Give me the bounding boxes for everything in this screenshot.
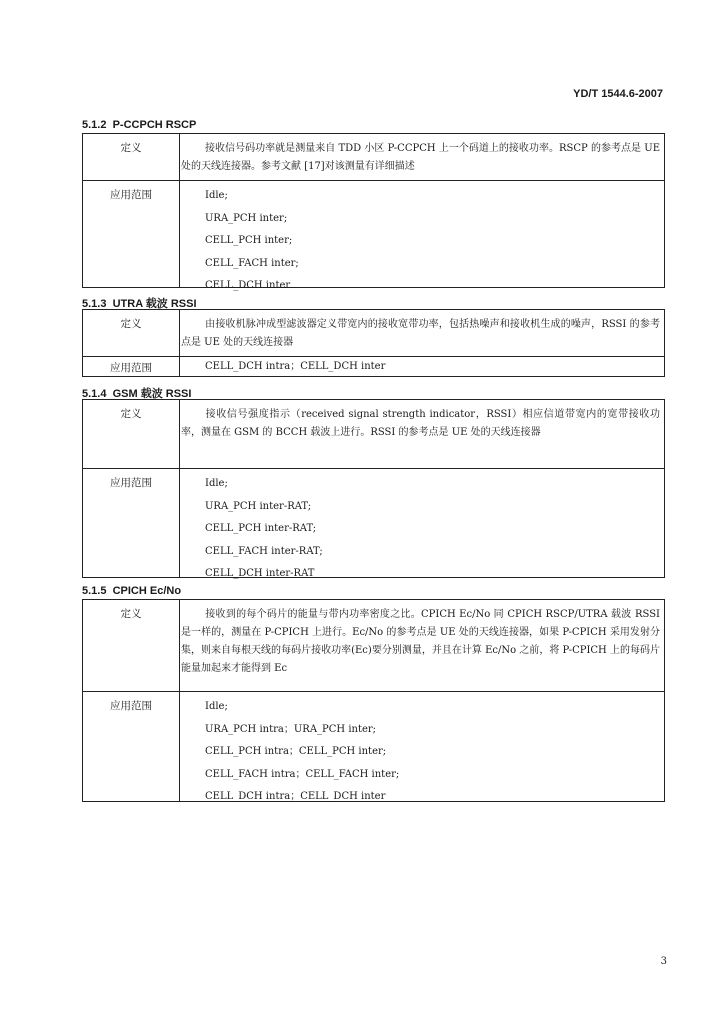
section-title-5-1-5 xyxy=(82,585,181,597)
definition-label: 定义 xyxy=(120,408,142,420)
scope-item: URA_PCH inter-RAT; xyxy=(205,500,312,512)
scope-row xyxy=(83,469,664,578)
table-5-1-2 xyxy=(82,133,665,291)
scope-item: CELL_DCH inter-RAT xyxy=(205,568,315,579)
scope-item: CELL_PCH intra；CELL_PCH inter; xyxy=(205,746,387,757)
scope-label: 应用范围 xyxy=(110,189,152,201)
scope-row xyxy=(83,181,664,291)
page-number: 3 xyxy=(660,956,667,967)
section-number: 5.1.5 xyxy=(82,585,107,597)
scope-item: URA_PCH inter; xyxy=(205,212,288,224)
section-title: GSM 载波 RSSI xyxy=(112,388,192,400)
table-5-1-4 xyxy=(82,399,665,578)
definition-text: 由接收机脉冲成型滤波器定义带宽内的接收宽带功率，包括热噪声和接收机生成的噪声，RSSI 的参考点是 UE 处的天线连接器 xyxy=(181,319,660,348)
section-title: CPICH Ec/No xyxy=(112,585,182,597)
scope-item: CELL_FACH inter-RAT; xyxy=(205,545,323,557)
scope-label: 应用范围 xyxy=(110,477,152,489)
definition-row xyxy=(83,134,664,181)
scope-item: URA_PCH intra；URA_PCH inter; xyxy=(205,723,377,735)
table-5-1-3 xyxy=(82,309,665,377)
doc-code: YD/T 1544.6-2007 xyxy=(573,88,663,100)
section-title: UTRA 载波 RSSI xyxy=(112,298,197,310)
table-5-1-5 xyxy=(82,599,665,802)
section-number: 5.1.2 xyxy=(82,119,107,131)
scope-list xyxy=(205,473,323,586)
scope-list xyxy=(205,696,399,809)
definition-row xyxy=(83,600,664,692)
definition-label: 定义 xyxy=(120,142,142,154)
scope-item: CELL_PCH inter; xyxy=(205,235,293,246)
section-number: 5.1.3 xyxy=(82,298,107,310)
definition-row xyxy=(83,400,664,469)
section-number: 5.1.4 xyxy=(82,388,107,400)
scope-label: 应用范围 xyxy=(110,362,152,374)
scope-item: Idle; xyxy=(205,190,228,201)
definition-row xyxy=(83,310,664,357)
scope-label: 应用范围 xyxy=(110,700,152,712)
scope-item: Idle; xyxy=(205,478,228,489)
scope-list xyxy=(205,185,299,298)
scope-item: CELL_DCH intra；CELL_DCH inter xyxy=(205,361,386,372)
scope-item: CELL_PCH inter-RAT; xyxy=(205,523,317,534)
definition-label: 定义 xyxy=(120,318,142,330)
scope-row xyxy=(83,692,664,802)
definition-text: 接收信号强度指示（received signal strength indicator，RSSI）相应信道带宽内的宽带接收功率，测量在 GSM 的 BCCH 载波上进行。RSSI 的参考点是 UE 处的天线连接器 xyxy=(181,409,660,438)
section-title: P-CCPCH RSCP xyxy=(112,119,197,131)
scope-item: Idle; xyxy=(205,701,228,712)
scope-item: CELL_FACH inter; xyxy=(205,257,299,269)
scope-item: CELL_FACH intra；CELL_FACH inter; xyxy=(205,768,400,780)
definition-text: 接收到的每个码片的能量与带内功率密度之比。CPICH Ec/No 同 CPICH RSCP/UTRA 载波 RSSI 是一样的，测量在 P-CPICH 上进行。Ec/No 的参考点是 UE 处的天线连接器，如果 P-CPICH 采用发射分集，则来自每根天线的每码片接收功率(Ec)要分别测量，并且在计算 Ec/No 之前，将 P-CPICH 上的每码片能量加起来才能得到 Ec xyxy=(181,609,660,674)
section-title-5-1-2 xyxy=(82,119,196,131)
scope-item: CELL_DCH intra；CELL_DCH inter xyxy=(205,791,386,802)
scope-row xyxy=(83,357,664,377)
scope-item: CELL_DCH inter xyxy=(205,280,291,291)
definition-text: 接收信号码功率就是测量来自 TDD 小区 P-CCPCH 上一个码道上的接收功率。RSCP 的参考点是 UE 处的天线连接器。参考文献 [17]对该测量有详细描述 xyxy=(181,143,660,172)
scope-list xyxy=(205,356,385,379)
definition-label: 定义 xyxy=(120,608,142,620)
